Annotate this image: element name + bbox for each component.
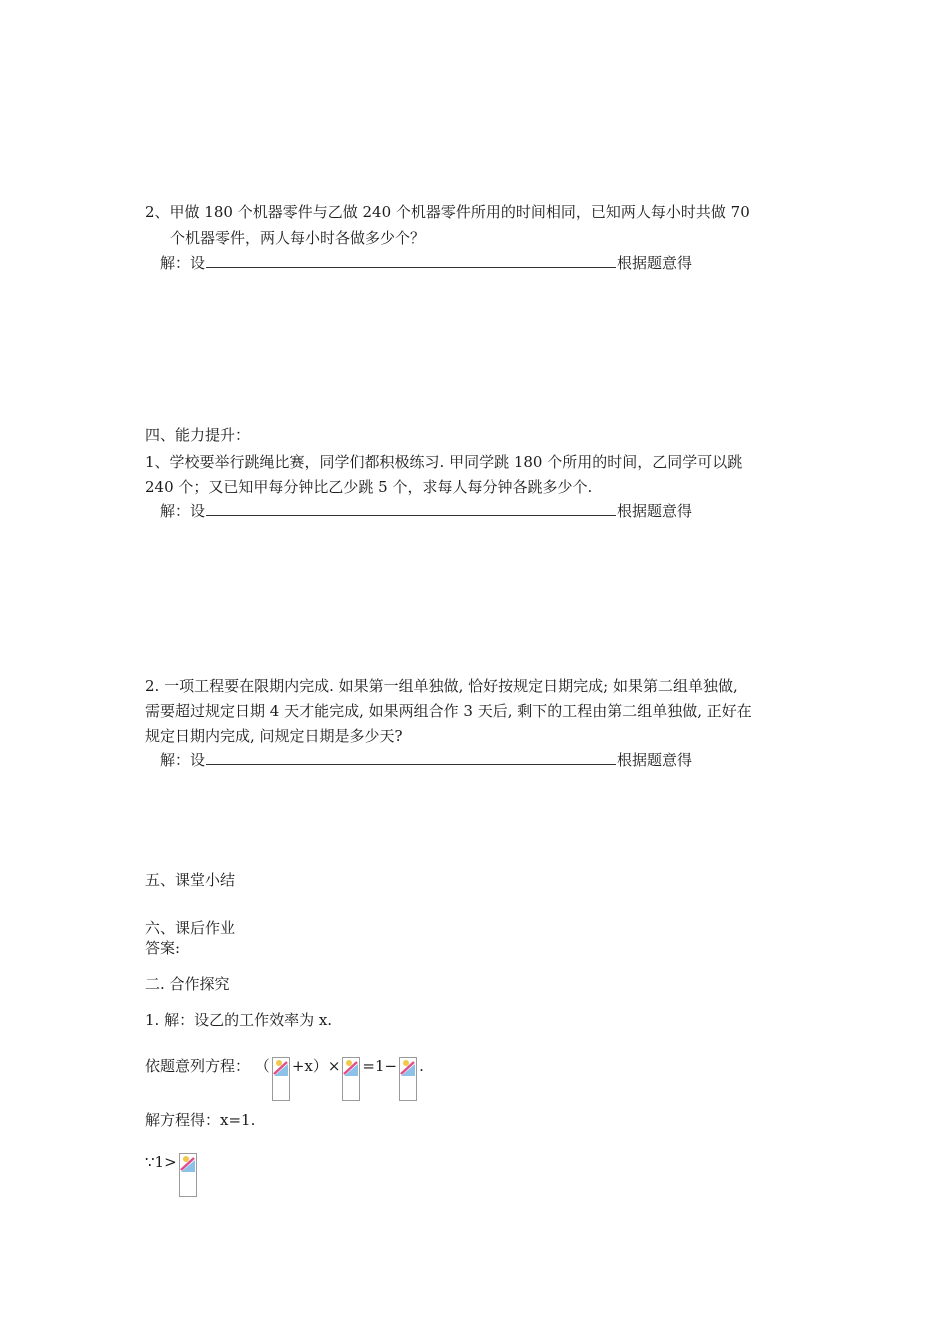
- s4-p1-line1: 1、学校要举行跳绳比赛，同学们都积极练习. 甲同学跳 180 个所用的时间，乙同学可以跳: [145, 453, 743, 471]
- q2-line1: 2、甲做 180 个机器零件与乙做 240 个机器零件所用的时间相同，已知两人每小时共做 70: [145, 203, 750, 221]
- answer-blank[interactable]: [206, 501, 616, 516]
- answer-solution: 解方程得：x=1.: [145, 1111, 256, 1129]
- equation-end: .: [419, 1057, 424, 1075]
- answer-step1: 1. 解：设乙的工作效率为 x.: [145, 1011, 333, 1029]
- s4-p2-line2: 需要超过规定日期 4 天才能完成, 如果两组合作 3 天后, 剩下的工程由第二组单独做, 正好在: [145, 702, 752, 720]
- solution-prefix: 解：设: [160, 502, 206, 520]
- s4-p1-line2: 240 个；又已知甲每分钟比乙少跳 5 个，求每人每分钟各跳多少个.: [145, 478, 593, 496]
- section6-title: 六、课后作业: [145, 919, 236, 937]
- because-text: ∵1>: [145, 1153, 177, 1171]
- answer-blank[interactable]: [206, 750, 616, 765]
- because-line: [145, 1152, 199, 1197]
- s4-p2-line3: 规定日期内完成, 问规定日期是多少天?: [145, 727, 403, 745]
- equation-line: [145, 1056, 424, 1101]
- section4-title: 四、能力提升：: [145, 426, 251, 444]
- solution-prefix: 解：设: [160, 254, 206, 272]
- s4-p2-solution-line: [160, 750, 692, 770]
- broken-image-icon: [399, 1057, 417, 1101]
- q2-line2: 个机器零件，两人每小时各做多少个？: [170, 229, 426, 247]
- answer-blank[interactable]: [206, 253, 616, 268]
- section5-title: 五、课堂小结: [145, 871, 236, 889]
- equation-open: （: [254, 1057, 270, 1075]
- broken-image-icon: [179, 1153, 197, 1197]
- s4-p2-line1: 2. 一项工程要在限期内完成. 如果第一组单独做, 恰好按规定日期完成; 如果第二组单独做,: [145, 677, 738, 695]
- q2-solution-line: [160, 253, 692, 273]
- equation-label: 依题意列方程：: [145, 1057, 251, 1075]
- s4-p1-solution-line: [160, 501, 692, 521]
- solution-prefix: 解：设: [160, 751, 206, 769]
- answers-subtitle: 二. 合作探究: [145, 975, 230, 993]
- solution-suffix: 根据题意得: [617, 254, 693, 272]
- solution-suffix: 根据题意得: [617, 751, 693, 769]
- broken-image-icon: [272, 1057, 290, 1101]
- equation-plus-x: +x）×: [291, 1057, 341, 1075]
- broken-image-icon: [342, 1057, 360, 1101]
- solution-suffix: 根据题意得: [617, 502, 693, 520]
- equation-equals: =1−: [362, 1057, 398, 1075]
- answers-title: 答案:: [145, 939, 181, 957]
